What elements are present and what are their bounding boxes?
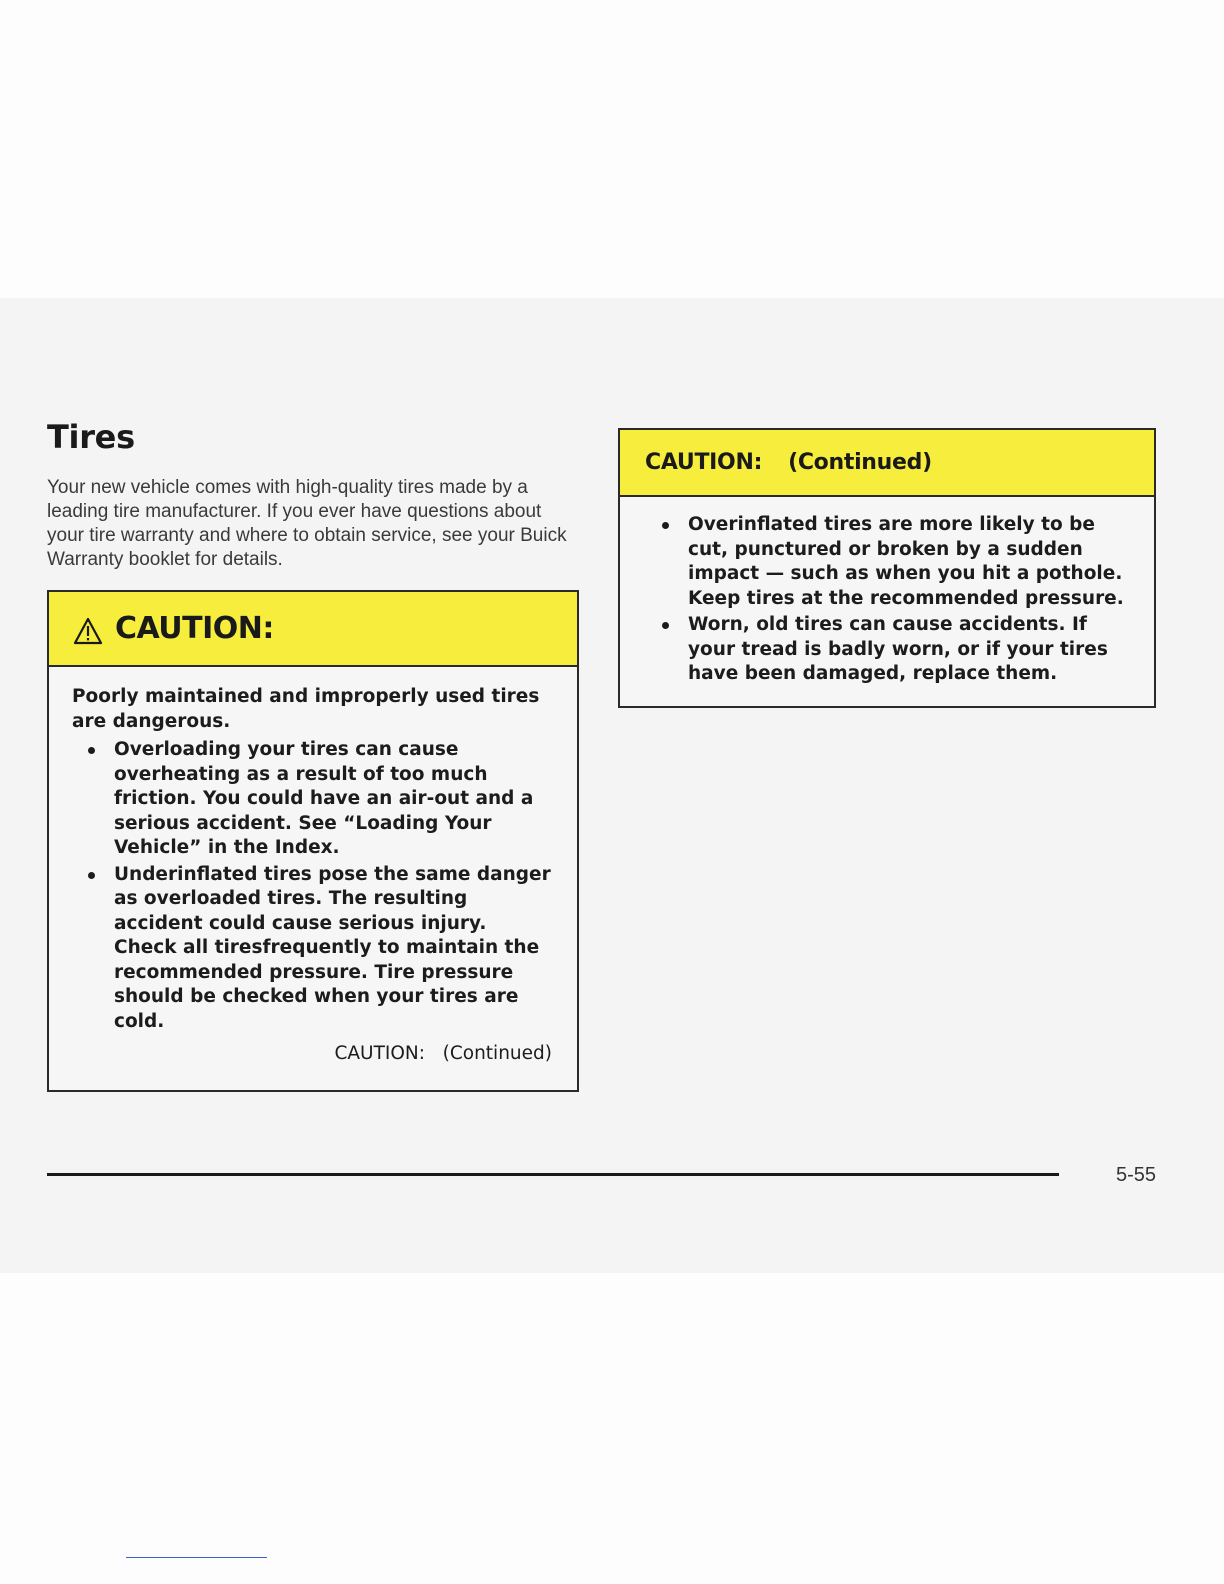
intro-paragraph: Your new vehicle comes with high-quality tires made by a leading tire manufacturer. If you ever have questions about your tire warranty and where to obtain service, see your Buick Warranty booklet for details. bbox=[47, 477, 567, 570]
bullet-text: Overinflated tires are more likely to be cut, punctured or broken by a sudden impact — such as when you hit a pothole. Keep tires at the recommended pressure. bbox=[688, 514, 1124, 609]
caution-header bbox=[620, 430, 1154, 497]
warning-triangle-icon bbox=[73, 617, 103, 645]
caution-box-continued bbox=[618, 428, 1156, 708]
caution-lead-text: Poorly maintained and improperly used tires are dangerous. bbox=[72, 686, 540, 732]
bullet-text: Underinflated tires pose the same danger as overloaded tires. The resulting accident could cause serious injury. Check all tiresfrequently to maintain the recommended pressure. Tire pressure should be checked when your tires are cold. bbox=[114, 863, 551, 1032]
bullet-icon bbox=[88, 872, 95, 879]
caution-continued-note: CAUTION: (Continued) bbox=[334, 1043, 552, 1064]
page-number: 5-55 bbox=[1116, 1164, 1157, 1186]
caution-body bbox=[49, 667, 577, 1034]
caution-heading-label: CAUTION: bbox=[645, 450, 763, 475]
divider-line bbox=[126, 1557, 267, 1558]
bullet-icon bbox=[662, 622, 669, 629]
bullet-icon bbox=[662, 522, 669, 529]
footer-rule bbox=[47, 1173, 1059, 1176]
caution-bullet-list bbox=[662, 513, 1130, 687]
caution-bullet-list bbox=[72, 738, 553, 1034]
bullet-text: Worn, old tires can cause accidents. If your tread is badly worn, or if your tires have been damaged, replace them. bbox=[688, 614, 1108, 684]
caution-body bbox=[620, 497, 1154, 687]
caution-heading-suffix: (Continued) bbox=[788, 450, 932, 475]
caution-box-main bbox=[47, 590, 579, 1092]
bullet-text: Overloading your tires can cause overheating as a result of too much friction. You could have an air-out and a serious accident. See “Loading Your Vehicle” in the Index. bbox=[114, 739, 534, 858]
caution-heading: CAUTION: bbox=[115, 611, 274, 646]
bullet-icon bbox=[88, 747, 95, 754]
section-title: Tires bbox=[47, 418, 135, 456]
caution-header bbox=[49, 592, 577, 667]
list-item bbox=[88, 738, 553, 861]
list-item bbox=[88, 863, 553, 1035]
caution-heading bbox=[645, 450, 932, 475]
list-item bbox=[662, 513, 1130, 611]
list-item bbox=[662, 613, 1130, 687]
